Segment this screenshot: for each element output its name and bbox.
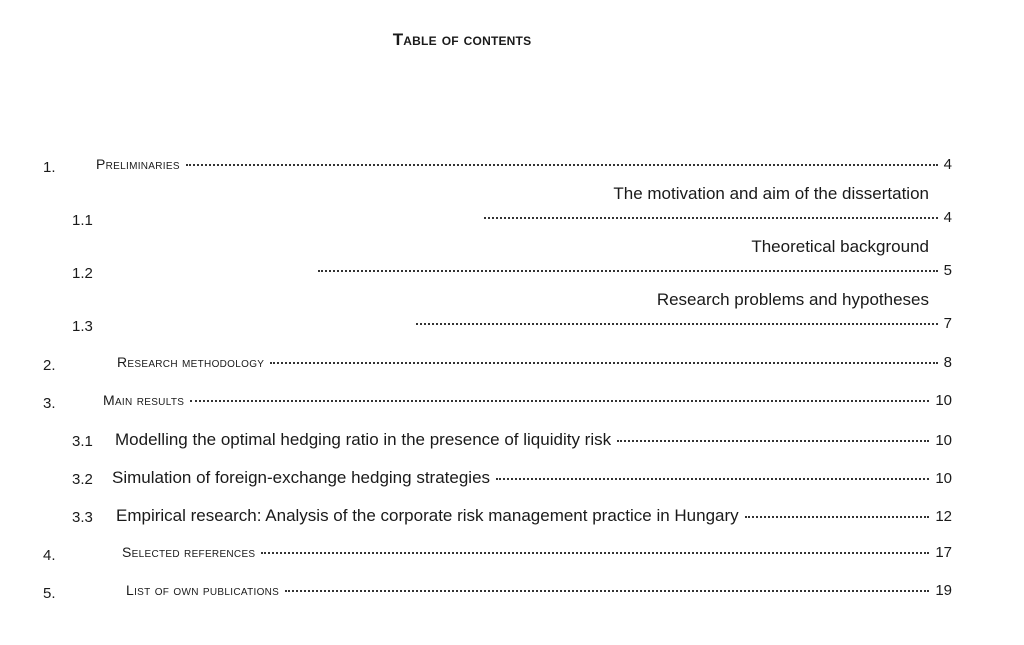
dot-leader [190,400,929,402]
dot-leader [617,440,929,442]
dot-leader [416,323,938,325]
toc-number: 2. [43,357,56,374]
toc-label: Modelling the optimal hedging ratio in the presence of liquidity risk [115,430,612,449]
toc-entry[interactable] [112,468,952,490]
toc-label: Simulation of foreign-exchange hedging strategies [112,468,491,487]
toc-entry[interactable] [410,315,952,337]
toc-number: 3.1 [72,433,93,450]
toc-number: 3. [43,395,56,412]
toc-entry[interactable] [117,354,952,376]
toc-label: Main results [103,392,185,408]
dot-leader [745,516,930,518]
toc-title: Table of contents [392,30,532,49]
toc-entry[interactable] [126,582,952,604]
toc-page: 4 [943,209,952,226]
dot-leader [318,270,938,272]
toc-entry[interactable] [122,544,952,566]
toc-page: 5 [943,262,952,279]
toc-label: Theoretical background [751,237,929,256]
toc-label: Selected references [122,544,256,560]
toc-entry[interactable] [116,506,952,528]
toc-page: 4 [943,156,952,173]
toc-number: 5. [43,585,56,602]
toc-number: 3.2 [72,471,93,488]
toc-page: 12 [935,508,952,525]
toc-entry[interactable] [312,262,952,284]
toc-entry[interactable] [478,209,952,231]
toc-number: 3.3 [72,509,93,526]
dot-leader [496,478,929,480]
toc-page: 10 [935,470,952,487]
dot-leader [186,164,938,166]
toc-number: 4. [43,547,56,564]
dot-leader [261,552,929,554]
toc-entry[interactable] [103,392,952,414]
toc-label: Preliminaries [96,156,180,172]
toc-number: 1.2 [72,265,93,282]
dot-leader [285,590,929,592]
dot-leader [484,217,938,219]
toc-label: Empirical research: Analysis of the corporate risk management practice in Hungary [116,506,739,525]
toc-number: 1. [43,159,56,176]
toc-page: 10 [935,432,952,449]
toc-page: 17 [935,544,952,561]
toc-page: 10 [935,392,952,409]
toc-entry[interactable] [115,430,952,452]
toc-page: 8 [943,354,952,371]
toc-number: 1.1 [72,212,93,229]
toc-page: 19 [935,582,952,599]
toc-entry[interactable] [96,156,952,178]
toc-page: 7 [943,315,952,332]
toc-number: 1.3 [72,318,93,335]
toc-label: List of own publications [126,582,280,598]
dot-leader [270,362,937,364]
toc-label: Research methodology [117,354,265,370]
toc-label: Research problems and hypotheses [656,290,929,309]
toc-label: The motivation and aim of the dissertation [613,184,929,203]
